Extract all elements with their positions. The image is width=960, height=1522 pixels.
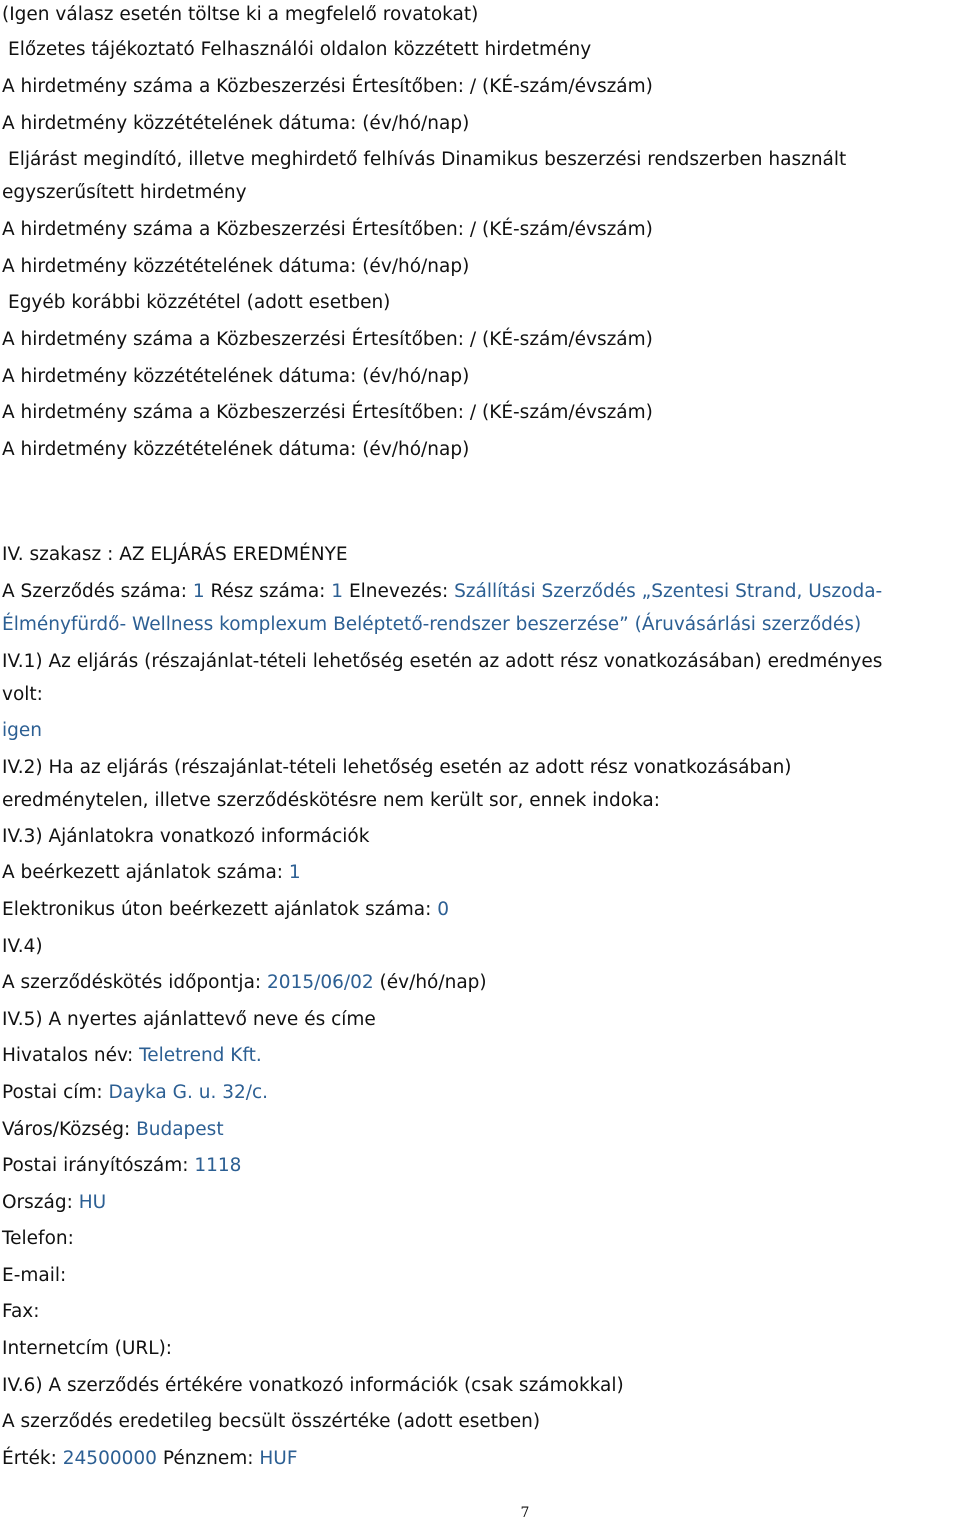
currency-label: Pénznem: xyxy=(156,1448,260,1469)
electronic-offers-line xyxy=(2,899,449,921)
country-value: HU xyxy=(78,1192,107,1213)
notice-date-line: A hirdetmény közzétételének dátuma: (év/hó/nap) xyxy=(2,439,470,460)
url-label: Internetcím (URL): xyxy=(2,1338,173,1359)
contract-name-value: Szállítási Szerződés „Szentesi Strand, Uszoda- xyxy=(454,581,883,602)
contract-value-label: Érték: xyxy=(2,1448,63,1469)
zip-line xyxy=(2,1155,241,1177)
contract-name-label: Elnevezés: xyxy=(343,581,455,602)
zip-value: 1118 xyxy=(194,1155,242,1176)
instruction-text: (Igen válasz esetén töltse ki a megfelelő rovatokat) xyxy=(2,4,479,25)
part-number-value: 1 xyxy=(331,581,344,602)
notice-date-line: A hirdetmény közzétételének dátuma: (év/hó/nap) xyxy=(2,113,470,134)
contract-value-line xyxy=(2,1448,297,1470)
iv1-answer: igen xyxy=(2,720,42,741)
electronic-offers-label: Elektronikus úton beérkezett ajánlatok száma: xyxy=(2,899,438,920)
email-label: E-mail: xyxy=(2,1265,67,1286)
iv6-heading: IV.6) A szerződés értékére vonatkozó információk (csak számokkal) xyxy=(2,1375,624,1396)
contract-date-value: 2015/06/02 xyxy=(267,972,374,993)
other-publication-line: Egyéb korábbi közzététel (adott esetben) xyxy=(8,292,391,313)
postal-address-line xyxy=(2,1082,268,1104)
contract-name-value-cont: Élményfürdő- Wellness komplexum Beléptető-rendszer beszerzése” (Áruvásárlási szerződés) xyxy=(2,614,862,635)
notice-number-line: A hirdetmény száma a Közbeszerzési Értesítőben: / (KÉ-szám/évszám) xyxy=(2,402,653,423)
official-name-label: Hivatalos név: xyxy=(2,1045,140,1066)
electronic-offers-value: 0 xyxy=(437,899,450,920)
currency-value: HUF xyxy=(259,1448,298,1469)
iv5-heading: IV.5) A nyertes ajánlattevő neve és címe xyxy=(2,1009,376,1030)
country-line xyxy=(2,1192,106,1214)
offers-count-value: 1 xyxy=(288,862,301,883)
contract-number-value: 1 xyxy=(192,581,205,602)
part-number-label: Rész száma: xyxy=(204,581,332,602)
phone-label: Telefon: xyxy=(2,1228,74,1249)
section-heading: IV. szakasz : AZ ELJÁRÁS EREDMÉNYE xyxy=(2,544,348,565)
offers-count-line xyxy=(2,862,301,884)
page-number: 7 xyxy=(520,1505,530,1521)
official-name-value: Teletrend Kft. xyxy=(139,1045,262,1066)
postal-address-value: Dayka G. u. 32/c. xyxy=(108,1082,269,1103)
contract-number-label: A Szerződés száma: xyxy=(2,581,193,602)
city-line xyxy=(2,1119,224,1141)
estimated-value-label: A szerződés eredetileg becsült összértéke (adott esetben) xyxy=(2,1411,541,1432)
iv4-heading: IV.4) xyxy=(2,936,43,957)
iv2-question: IV.2) Ha az eljárás (részajánlat-tételi lehetőség esetén az adott rész vonatkozásában) xyxy=(2,757,792,778)
contract-date-label: A szerződéskötés időpontja: xyxy=(2,972,268,993)
contract-value-amount: 24500000 xyxy=(62,1448,157,1469)
iv1-question: IV.1) Az eljárás (részajánlat-tételi lehetőség esetén az adott rész vonatkozásában) eredményes xyxy=(2,651,883,672)
official-name-line xyxy=(2,1045,262,1067)
fax-label: Fax: xyxy=(2,1301,40,1322)
contract-line xyxy=(2,581,882,603)
postal-address-label: Postai cím: xyxy=(2,1082,109,1103)
notice-date-line: A hirdetmény közzétételének dátuma: (év/hó/nap) xyxy=(2,256,470,277)
notice-date-line: A hirdetmény közzétételének dátuma: (év/hó/nap) xyxy=(2,366,470,387)
zip-label: Postai irányítószám: xyxy=(2,1155,195,1176)
prior-notice-line: Előzetes tájékoztató Felhasználói oldalon közzétett hirdetmény xyxy=(8,39,592,60)
notice-number-line: A hirdetmény száma a Közbeszerzési Értesítőben: / (KÉ-szám/évszám) xyxy=(2,76,653,97)
iv3-heading: IV.3) Ajánlatokra vonatkozó információk xyxy=(2,826,370,847)
procedure-call-line-cont: egyszerűsített hirdetmény xyxy=(2,182,247,203)
procedure-call-line: Eljárást megindító, illetve meghirdető felhívás Dinamikus beszerzési rendszerben használt xyxy=(8,149,847,170)
contract-date-line xyxy=(2,972,487,994)
contract-date-unit: (év/hó/nap) xyxy=(373,972,487,993)
country-label: Ország: xyxy=(2,1192,79,1213)
city-value: Budapest xyxy=(136,1119,224,1140)
notice-number-line: A hirdetmény száma a Közbeszerzési Értesítőben: / (KÉ-szám/évszám) xyxy=(2,329,653,350)
iv1-question-cont: volt: xyxy=(2,684,43,705)
iv2-question-cont: eredménytelen, illetve szerződéskötésre nem került sor, ennek indoka: xyxy=(2,790,660,811)
notice-number-line: A hirdetmény száma a Közbeszerzési Értesítőben: / (KÉ-szám/évszám) xyxy=(2,219,653,240)
offers-count-label: A beérkezett ajánlatok száma: xyxy=(2,862,289,883)
city-label: Város/Község: xyxy=(2,1119,137,1140)
